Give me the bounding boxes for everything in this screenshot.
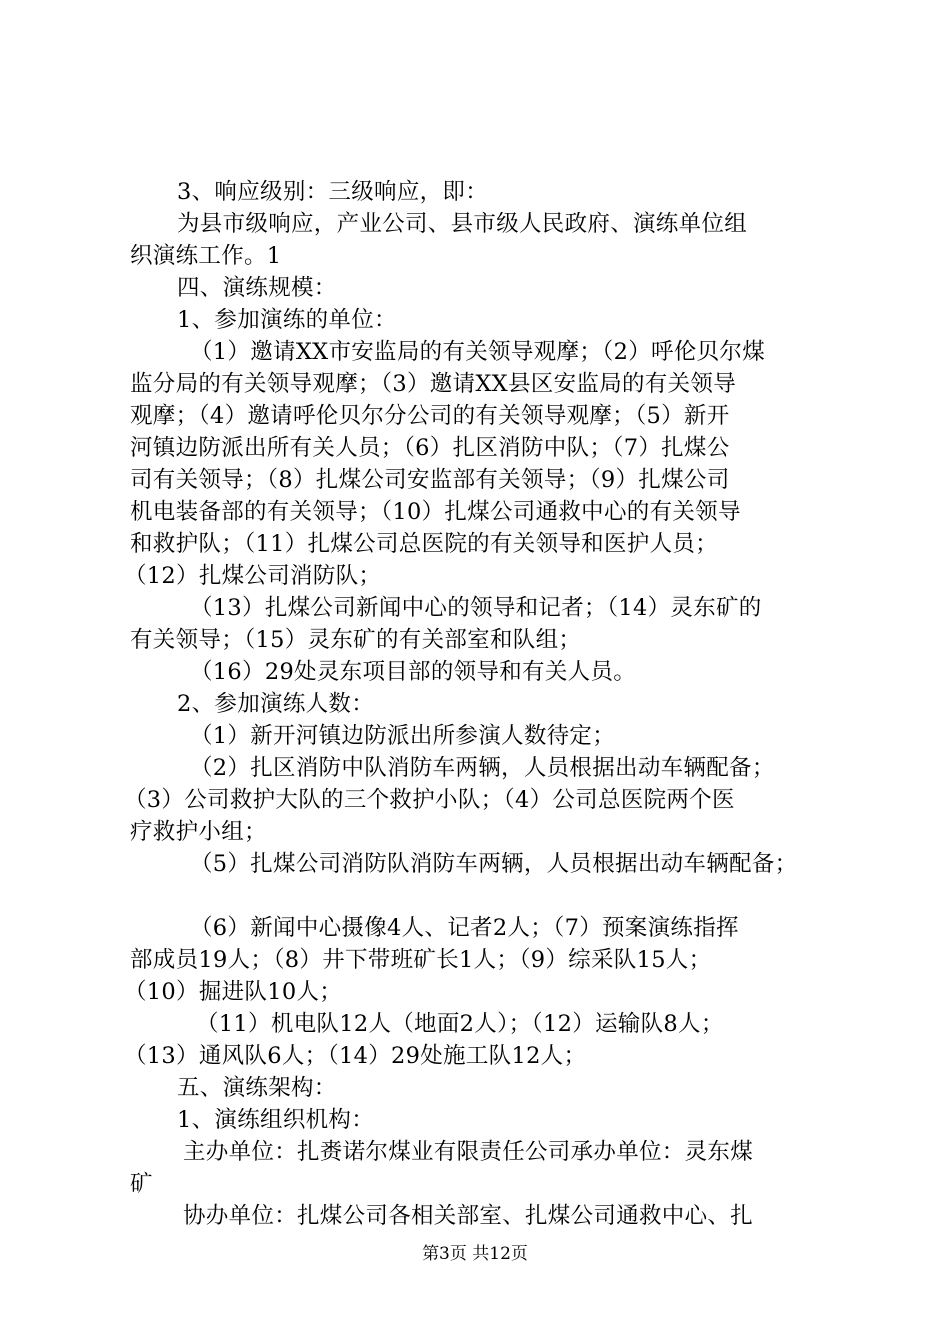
line-response-desc: 为县市级响应，产业公司、县市级人民政府、演练单位组 bbox=[177, 211, 748, 237]
section-heading-structure: 五、演练架构： bbox=[177, 1075, 337, 1101]
subheading-units: 1、参加演练的单位： bbox=[177, 307, 397, 333]
paragraph-line: 河镇边防派出所有关人员；（6）扎区消防中队；（7）扎煤公 bbox=[130, 435, 730, 461]
paragraph-line: （10）掘进队10人； bbox=[124, 979, 343, 1005]
paragraph-line: （12）扎煤公司消防队； bbox=[124, 563, 382, 589]
paragraph-line: 协办单位：扎煤公司各相关部室、扎煤公司通救中心、扎 bbox=[183, 1203, 754, 1229]
paragraph-line: （6）新闻中心摄像4人、记者2人；（7）预案演练指挥 bbox=[190, 915, 739, 941]
paragraph-line: 主办单位：扎赉诺尔煤业有限责任公司承办单位：灵东煤 bbox=[183, 1139, 754, 1165]
paragraph-line: 观摩；（4）邀请呼伦贝尔分公司的有关领导观摩；（5）新开 bbox=[130, 403, 730, 429]
section-heading-scale: 四、演练规模： bbox=[177, 275, 337, 301]
line-response-level: 3、响应级别：三级响应，即： bbox=[177, 179, 489, 205]
paragraph-line: 有关领导；（15）灵东矿的有关部室和队组； bbox=[130, 627, 582, 653]
paragraph-line: （13）扎煤公司新闻中心的领导和记者；（14）灵东矿的 bbox=[190, 595, 762, 621]
paragraph-line: 矿 bbox=[130, 1171, 153, 1197]
paragraph-line: 疗救护小组； bbox=[130, 819, 267, 845]
line-response-desc-cont: 织演练工作。1 bbox=[130, 243, 282, 269]
paragraph-line: 部成员19人；（8）井下带班矿长1人；（9）综采队15人； bbox=[130, 947, 712, 973]
paragraph-line: （3）公司救护大队的三个救护小队；（4）公司总医院两个医 bbox=[124, 787, 735, 813]
paragraph-line: 司有关领导；（8）扎煤公司安监部有关领导；（9）扎煤公司 bbox=[130, 467, 730, 493]
paragraph-line: （2）扎区消防中队消防车两辆，人员根据出动车辆配备； bbox=[190, 755, 775, 781]
paragraph-line: （5）扎煤公司消防队消防车两辆，人员根据出动车辆配备； bbox=[190, 851, 798, 877]
paragraph-line: （16）29处灵东项目部的领导和有关人员。 bbox=[190, 659, 637, 685]
page-number-footer: 第3页 共12页 bbox=[422, 1244, 528, 1264]
paragraph-line: 和救护队；（11）扎煤公司总医院的有关领导和医护人员； bbox=[130, 531, 718, 557]
paragraph-line: 监分局的有关领导观摩；（3）邀请XX县区安监局的有关领导 bbox=[130, 371, 737, 397]
paragraph-line: 机电装备部的有关领导；（10）扎煤公司通救中心的有关领导 bbox=[130, 499, 741, 525]
paragraph-line: （11）机电队12人（地面2人）；（12）运输队8人； bbox=[196, 1011, 724, 1037]
paragraph-line: （1）邀请XX市安监局的有关领导观摩；（2）呼伦贝尔煤 bbox=[190, 339, 766, 365]
paragraph-line: （13）通风队6人；（14）29处施工队12人； bbox=[124, 1043, 587, 1069]
subheading-headcount: 2、参加演练人数： bbox=[177, 691, 375, 717]
paragraph-line: （1）新开河镇边防派出所参演人数待定； bbox=[190, 723, 616, 749]
subheading-organization: 1、演练组织机构： bbox=[177, 1107, 375, 1133]
